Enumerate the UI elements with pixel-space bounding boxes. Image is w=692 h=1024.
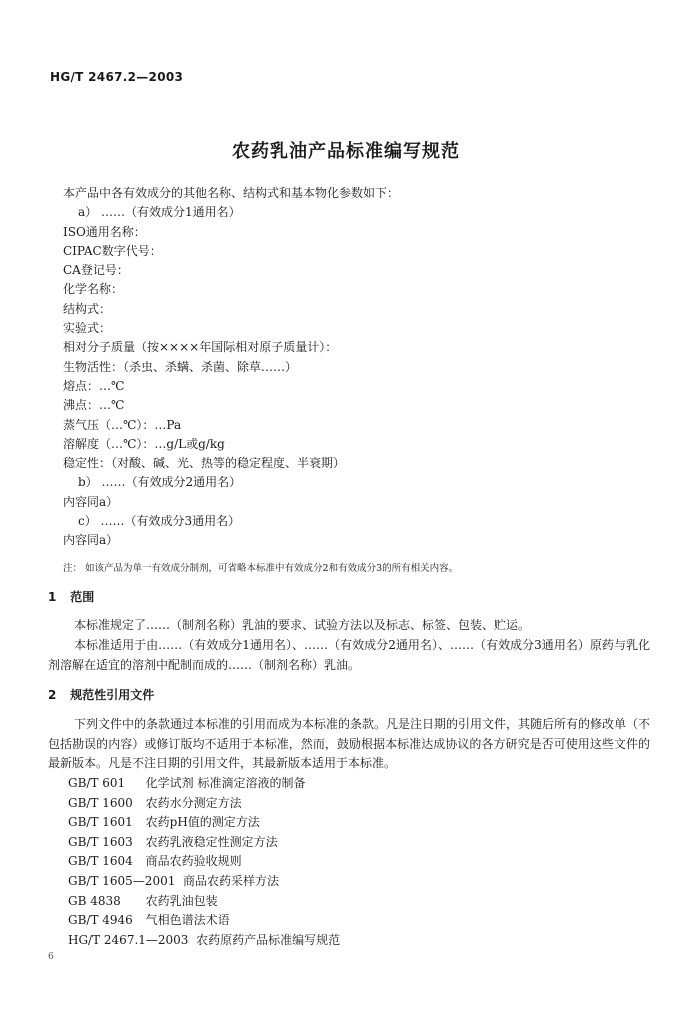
intro-line: 化学名称：	[63, 282, 124, 297]
document-header: HG/T 2467.2—2003	[50, 70, 184, 84]
reference-title: 农药pH值的测定方法	[145, 815, 260, 830]
intro-line: c） ……（有效成分3通用名）	[78, 514, 241, 529]
intro-line: 稳定性：（对酸、碱、光、热等的稳定程度、半衰期）	[63, 456, 346, 471]
intro-line: 蒸气压（…℃）：…Pa	[63, 417, 182, 432]
intro-line: a） ……（有效成分1通用名）	[78, 205, 241, 220]
intro-block	[63, 184, 399, 551]
section-1-paragraph: 本标准适用于由……（有效成分1通用名）、……（有效成分2通用名）、……（有效成分3通用名）原药与乳化剂溶解在适宜的溶剂中配制而成的……（制剂名称）乳油。	[48, 638, 650, 672]
reference-list	[68, 774, 340, 950]
intro-line: 生物活性：（杀虫、杀螨、杀菌、除草……）	[63, 359, 298, 374]
reference-code: GB/T 1603	[68, 834, 133, 849]
reference-code: HG/T 2467.1—2003	[68, 932, 189, 947]
intro-line: 实验式：	[63, 321, 112, 336]
intro-line: CIPAC数字代号：	[63, 243, 162, 258]
intro-note: 注： 如该产品为单一有效成分制剂，可省略本标准中有效成分2和有效成分3的所有相关内容。	[63, 563, 459, 574]
section-1-number: 1	[48, 590, 57, 604]
reference-title: 商品农药采样方法	[182, 873, 279, 888]
reference-code: GB/T 1601	[68, 815, 133, 830]
intro-line: 熔点：…℃	[63, 378, 125, 393]
reference-item	[68, 892, 340, 912]
intro-line: b） ……（有效成分2通用名）	[78, 475, 242, 490]
reference-item	[68, 931, 340, 951]
reference-title: 气相色谱法术语	[145, 913, 230, 928]
reference-code: GB/T 1604	[68, 854, 133, 869]
reference-title: 农药乳液稳定性测定方法	[145, 834, 278, 849]
reference-item	[68, 852, 340, 872]
section-2-title: 规范性引用文件	[70, 688, 155, 702]
reference-title: 农药乳油包装	[145, 893, 218, 908]
reference-item	[68, 794, 340, 814]
intro-line: CA登记号：	[63, 263, 129, 278]
intro-line: 内容同a）	[63, 494, 119, 509]
page-number: 6	[48, 952, 54, 962]
reference-title: 化学试剂 标准滴定溶液的制备	[145, 776, 306, 790]
intro-line: 相对分子质量（按××××年国际相对原子质量计）：	[63, 340, 338, 355]
intro-line: 沸点：…℃	[63, 398, 125, 413]
reference-title: 商品农药验收规则	[145, 854, 242, 869]
section-1-title: 范围	[70, 590, 95, 604]
reference-code: GB/T 1600	[68, 795, 133, 810]
intro-line: 溶解度（…℃）：…g/L或g/kg	[63, 436, 225, 451]
reference-code: GB/T 4946	[68, 913, 133, 928]
section-2-number: 2	[48, 688, 57, 702]
reference-code: GB/T 1605—2001	[68, 873, 176, 888]
section-2-heading	[48, 686, 154, 703]
reference-item	[68, 774, 340, 794]
intro-line: 内容同a）	[63, 533, 119, 548]
page-title: 农药乳油产品标准编写规范	[232, 141, 460, 162]
reference-code: GB/T 601	[68, 776, 126, 790]
intro-line: ISO通用名称：	[63, 224, 146, 239]
reference-item	[68, 813, 340, 833]
section-1-heading	[48, 588, 94, 605]
reference-title: 农药原药产品标准编写规范	[196, 932, 341, 947]
intro-lead: 本产品中各有效成分的其他名称、结构式和基本物化参数如下：	[63, 186, 400, 200]
intro-line: 结构式：	[63, 301, 112, 316]
reference-item	[68, 911, 340, 931]
section-1-paragraph: 本标准规定了……（制剂名称）乳油的要求、试验方法以及标志、标签、包装、贮运。	[74, 618, 531, 632]
reference-item	[68, 872, 340, 892]
reference-title: 农药水分测定方法	[145, 795, 242, 810]
section-2-paragraph: 下列文件中的条款通过本标准的引用而成为本标准的条款。凡是注日期的引用文件，其随后所有的修改单（不包括勘误的内容）或修订版均不适用于本标准，然而，鼓励根据本标准达成协议的各方研究是否可使用这些文件的最新版本。凡是不注日期的引用文件，其最新版本适用于本标准。	[48, 717, 651, 770]
reference-code: GB 4838	[68, 893, 121, 908]
reference-item	[68, 833, 340, 853]
